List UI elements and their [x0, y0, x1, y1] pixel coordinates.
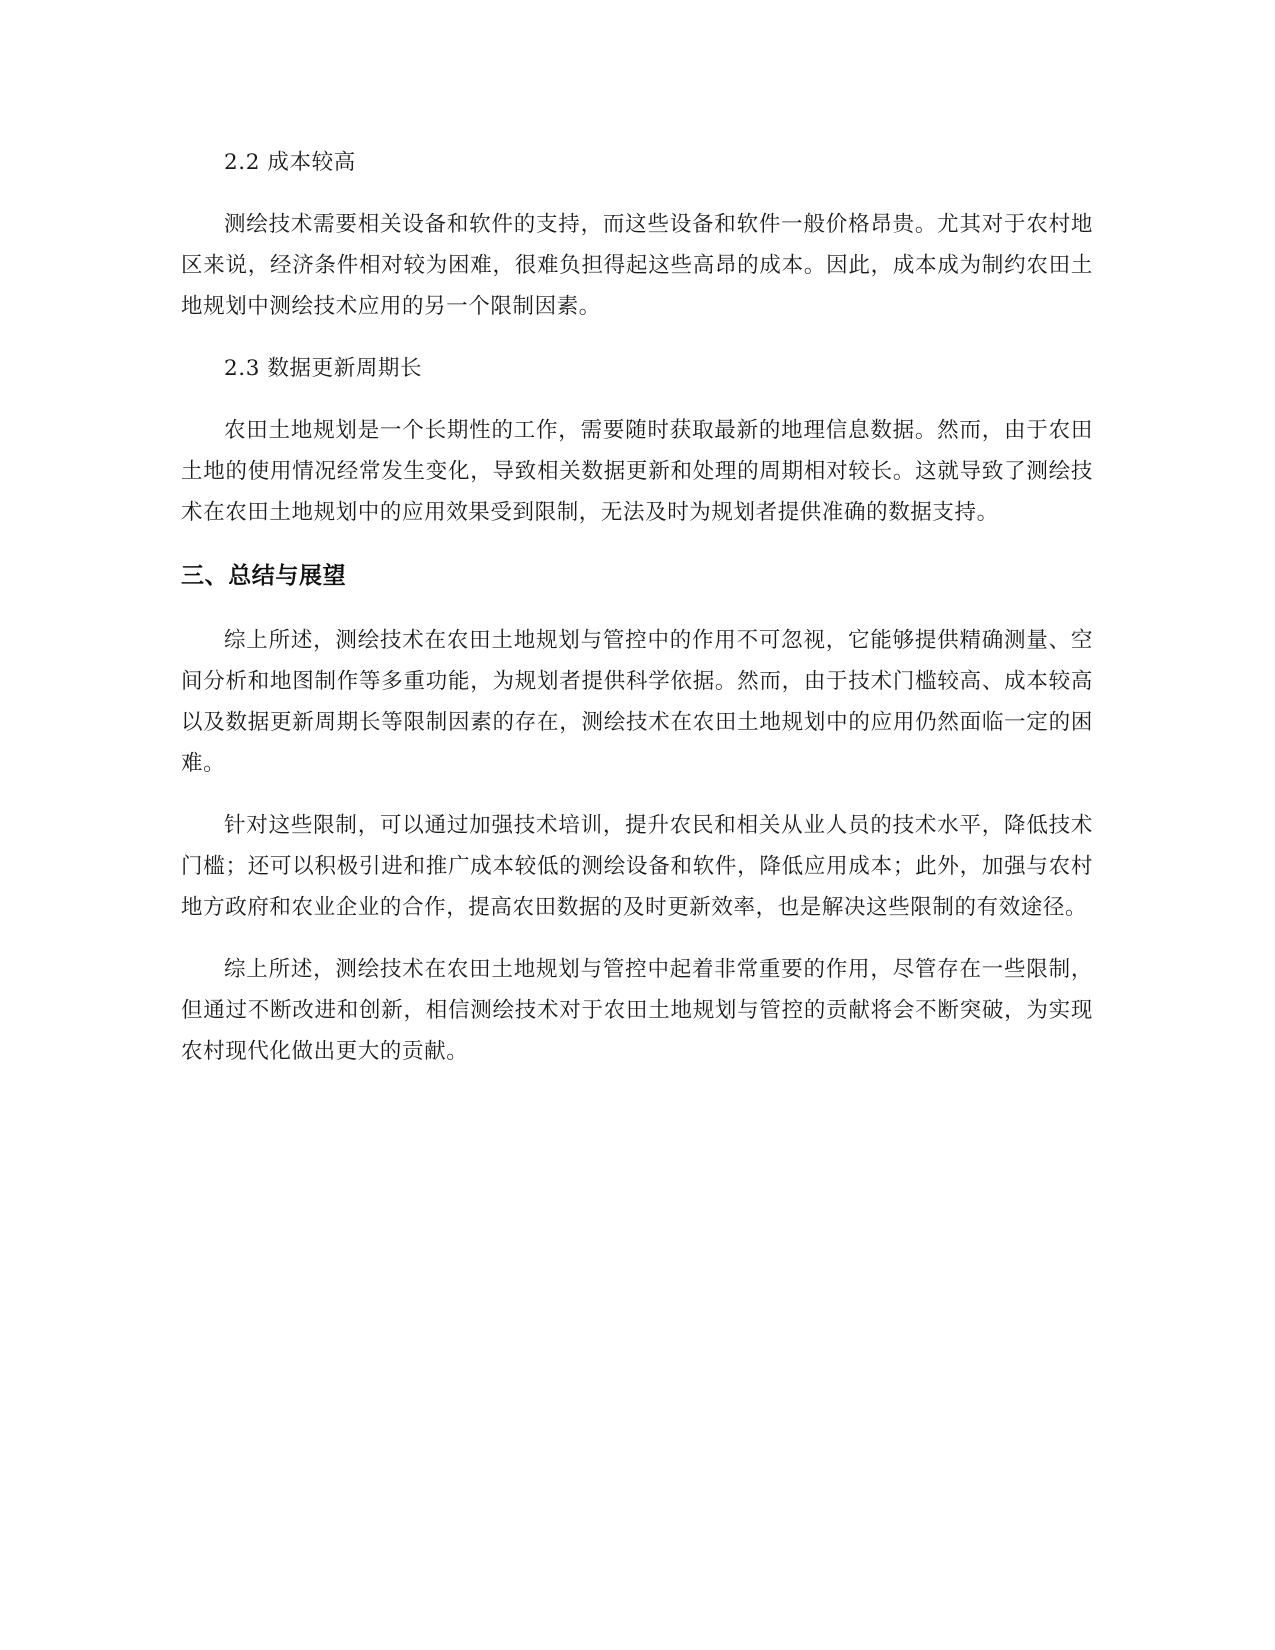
spacer — [181, 597, 1093, 620]
paragraph-summary: 综上所述，测绘技术在农田土地规划与管控中的作用不可忽视，它能够提供精确测量、空间分析和地图制作等多重功能，为规划者提供科学依据。然而，由于技术门槛较高、成本较高以及数据更新周期长等限制因素的存在，测绘技术在农田土地规划中的应用仍然面临一定的困难。 — [181, 628, 1093, 776]
section-subheading-2-3: 2.3 数据更新周期长 — [224, 356, 423, 381]
paragraph-update-cycle: 农田土地规划是一个长期性的工作，需要随时获取最新的地理信息数据。然而，由于农田土地的使用情况经常发生变化，导致相关数据更新和处理的周期相对较长。这就导致了测绘技术在农田土地规划中的应用效果受到限制，无法及时为规划者提供准确的数据支持。 — [181, 418, 1093, 525]
document-body — [181, 142, 1093, 1072]
spacer — [181, 533, 1093, 556]
spacer — [181, 389, 1093, 410]
spacer — [181, 183, 1093, 204]
spacer — [181, 784, 1093, 805]
section-subheading-2-2: 2.2 成本较高 — [224, 150, 356, 175]
paragraph-cost: 测绘技术需要相关设备和软件的支持，而这些设备和软件一般价格昂贵。尤其对于农村地区来说，经济条件相对较为困难，很难负担得起这些高昂的成本。因此，成本成为制约农田土地规划中测绘技术应用的另一个限制因素。 — [181, 212, 1093, 319]
section-heading-summary: 三、总结与展望 — [181, 563, 347, 589]
paragraph-conclusion: 综上所述，测绘技术在农田土地规划与管控中起着非常重要的作用，尽管存在一些限制，但通过不断改进和创新，相信测绘技术对于农田土地规划与管控的贡献将会不断突破，为实现农村现代化做出更大的贡献。 — [181, 957, 1093, 1064]
paragraph-solutions: 针对这些限制，可以通过加强技术培训，提升农民和相关从业人员的技术水平，降低技术门槛；还可以积极引进和推广成本较低的测绘设备和软件，降低应用成本；此外，加强与农村地方政府和农业企业的合作，提高农田数据的及时更新效率，也是解决这些限制的有效途径。 — [181, 813, 1093, 920]
spacer — [181, 928, 1093, 949]
spacer — [181, 327, 1093, 348]
